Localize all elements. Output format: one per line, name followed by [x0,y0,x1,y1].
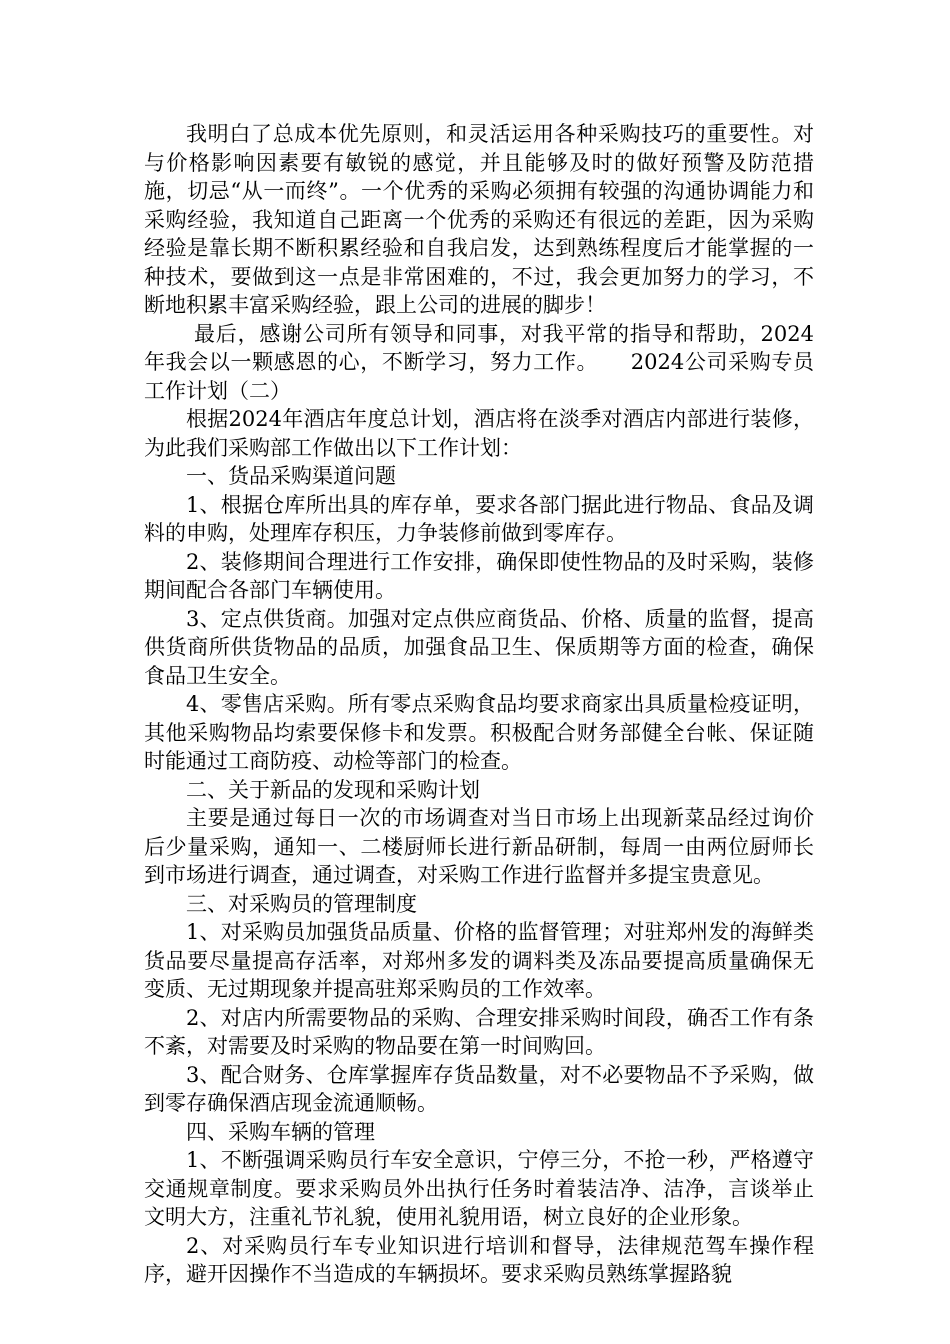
paragraph-3: 根据2024年酒店年度总计划，酒店将在淡季对酒店内部进行装修，为此我们采购部工作做出以下工作计划： [144,407,814,460]
body-text [144,120,814,1289]
paragraph-1: 我明白了总成本优先原则，和灵活运用各种采购技巧的重要性。对与价格影响因素要有敏锐的感觉，并且能够及时的做好预警及防范措施，切忌“从一而终”。一个优秀的采购必须拥有较强的沟通协调能力和采购经验，我知道自己距离一个优秀的采购还有很远的差距，因为采购经验是靠长期不断积累经验和自我启发，达到熟练程度后才能掌握的一种技术，要做到这一点是非常困难的，不过，我会更加努力的学习，不断地积累丰富采购经验，跟上公司的进展的脚步！ [144,122,814,317]
paragraph-6: 3、定点供货商。加强对定点供应商货品、价格、质量的监督，提高供货商所供货物品的品质，加强食品卫生、保质期等方面的检查，确保食品卫生安全。 [144,606,814,688]
paragraph-4: 1、根据仓库所出具的库存单，要求各部门据此进行物品、食品及调料的申购，处理库存积压，力争装修前做到零库存。 [144,492,814,545]
paragraph-10: 2、对店内所需要物品的采购、合理安排采购时间段，确否工作有条不紊，对需要及时采购的物品要在第一时间购回。 [144,1005,814,1058]
paragraph-9: 1、对采购员加强货品质量、价格的监督管理；对驻郑州发的海鲜类货品要尽量提高存活率，对郑州多发的调料类及冻品要提高质量确保无变质、无过期现象并提高驻郑采购员的工作效率。 [144,920,814,1001]
paragraph-2: 最后，感谢公司所有领导和同事，对我平常的指导和帮助，2024年我会以一颗感恩的心，不断学习，努力工作。 2024公司采购专员工作计划（二） [144,321,814,403]
paragraph-11: 3、配合财务、仓库掌握库存货品数量，对不必要物品不予采购，做到零存确保酒店现金流通顺畅。 [144,1062,814,1115]
paragraph-13: 2、对采购员行车专业知识进行培训和督导，法律规范驾车操作程序，避开因操作不当造成的车辆损坏。要求采购员熟练掌握路貌 [144,1233,814,1286]
paragraph-7: 4、零售店采购。所有零点采购食品均要求商家出具质量检疫证明，其他采购物品均索要保修卡和发票。积极配合财务部健全台帐、保证随时能通过工商防疫、动检等部门的检查。 [144,692,814,773]
section-heading-1: 一、货品采购渠道问题 [186,464,396,488]
section-heading-4: 四、采购车辆的管理 [186,1119,375,1144]
section-heading-3: 三、对采购员的管理制度 [186,891,417,916]
paragraph-12: 1、不断强调采购员行车安全意识，宁停三分，不抢一秒，严格遵守交通规章制度。要求采购员外出执行任务时着装洁净、洁净，言谈举止文明大方，注重礼节礼貌，使用礼貌用语，树立良好的企业形象。 [144,1148,814,1229]
paragraph-5: 2、装修期间合理进行工作安排，确保即使性物品的及时采购，装修期间配合各部门车辆使用。 [144,549,814,602]
paragraph-8: 主要是通过每日一次的市场调查对当日市场上出现新菜品经过询价后少量采购，通知一、二楼厨师长进行新品研制，每周一由两位厨师长到市场进行调查，通过调查，对采购工作进行监督并多提宝贵意见。 [144,806,814,887]
section-heading-2: 二、关于新品的发现和采购计划 [186,777,480,802]
